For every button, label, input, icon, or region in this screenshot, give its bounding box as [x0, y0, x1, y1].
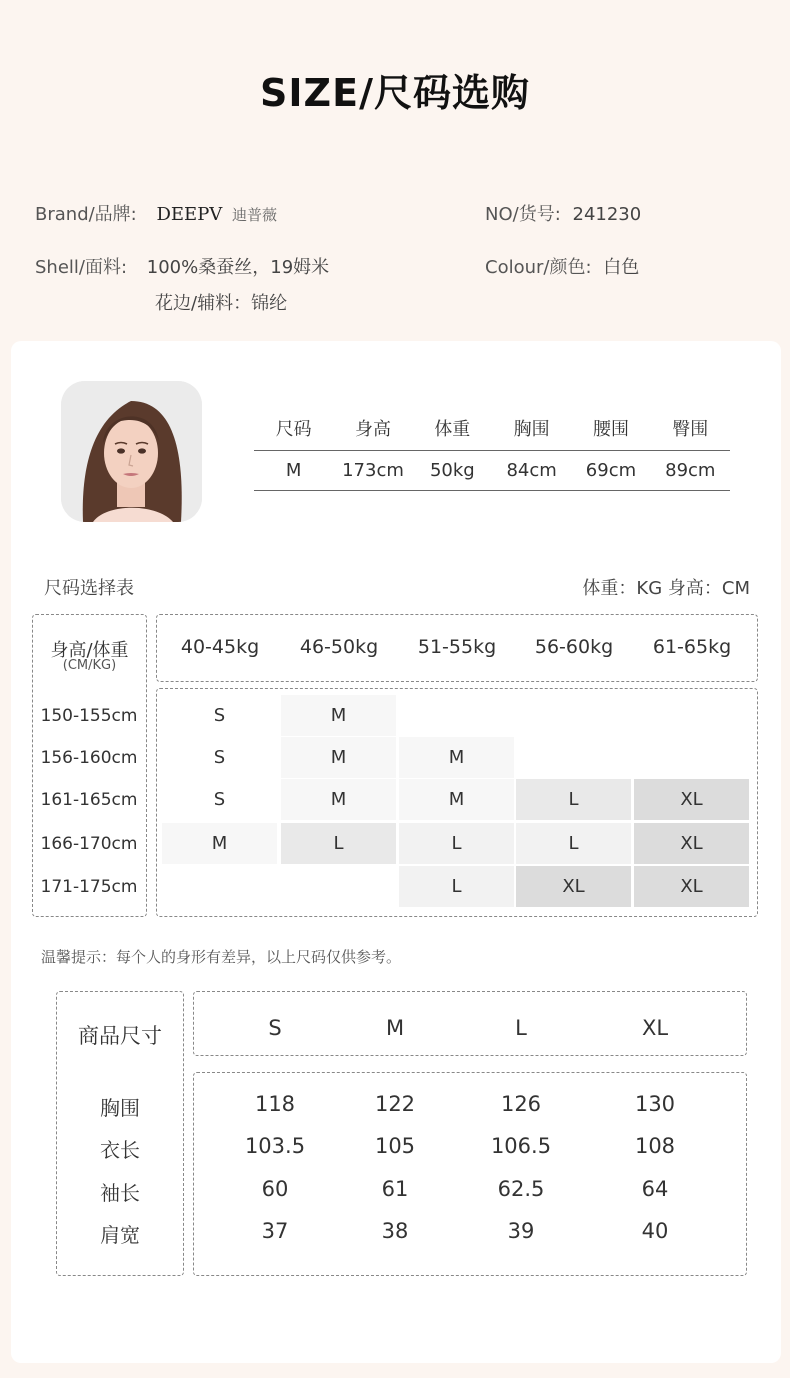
size-chart-units: 体重：KG 身高：CM	[582, 578, 750, 599]
model-photo	[61, 381, 202, 522]
lace-info: 花边/辅料：锦纶	[155, 293, 288, 314]
item-number-info	[485, 200, 641, 226]
item-number-label: NO/货号:	[485, 204, 561, 225]
size-chart-title: 尺码选择表	[44, 578, 134, 599]
size-cell: XL	[516, 866, 631, 907]
size-cell: L	[399, 866, 514, 907]
product-measure-value: 38	[381, 1219, 409, 1243]
model-table-header	[254, 405, 730, 451]
shell-info	[35, 253, 329, 279]
product-measure-value: 64	[641, 1177, 669, 1201]
model-portrait-image	[61, 381, 202, 522]
corner-label: 身高/体重	[50, 640, 129, 661]
size-cell: M	[162, 823, 277, 864]
size-cell: S	[162, 779, 277, 820]
height-row-label: 156-160cm	[40, 748, 138, 768]
product-measure-value: 40	[641, 1219, 669, 1243]
product-size-header: M	[385, 1016, 405, 1040]
product-size-header: XL	[641, 1016, 669, 1040]
model-value-size: M	[285, 460, 302, 481]
size-cell: L	[399, 823, 514, 864]
size-note: 温馨提示：每个人的身形有差异，以上尺码仅供参考。	[41, 948, 402, 966]
model-value-waist: 69cm	[585, 460, 637, 481]
product-measure-value: 62.5	[497, 1177, 545, 1201]
height-row-label: 171-175cm	[40, 877, 138, 897]
size-cell: M	[399, 779, 514, 820]
model-value-hip: 89cm	[665, 460, 716, 481]
item-number-value: 241230	[572, 204, 642, 225]
model-value-bust: 84cm	[506, 460, 557, 481]
product-measure-value: 122	[374, 1092, 416, 1116]
product-measure-value: 103.5	[244, 1134, 306, 1158]
weight-column-header: 61-65kg	[652, 636, 732, 658]
model-header-size: 尺码	[275, 418, 312, 440]
product-size-label: 商品尺寸	[78, 1024, 162, 1048]
size-cell: L	[516, 779, 631, 820]
size-cell: XL	[634, 823, 749, 864]
height-row-label: 150-155cm	[40, 706, 138, 726]
model-measurement-table	[254, 405, 730, 491]
model-header-bust: 胸围	[513, 418, 550, 440]
size-cell: S	[162, 737, 277, 778]
product-measure-value: 60	[261, 1177, 289, 1201]
model-value-height: 173cm	[342, 460, 404, 481]
model-value-weight: 50kg	[429, 460, 475, 481]
size-cell: XL	[634, 779, 749, 820]
size-cell: M	[281, 779, 396, 820]
size-cell: M	[281, 737, 396, 778]
colour-info	[485, 253, 639, 279]
model-header-waist: 腰围	[592, 418, 629, 440]
product-measure-value: 39	[507, 1219, 535, 1243]
size-cell: L	[281, 823, 396, 864]
weight-column-header: 51-55kg	[417, 636, 497, 658]
colour-value: 白色	[603, 257, 640, 278]
product-measure-label: 袖长	[100, 1181, 140, 1205]
brand-info	[35, 200, 277, 226]
height-row-label: 166-170cm	[40, 834, 138, 854]
product-measure-value: 118	[254, 1092, 296, 1116]
product-measure-label: 肩宽	[100, 1223, 140, 1247]
product-measure-value: 105	[374, 1134, 416, 1158]
brand-value: DEEPV	[156, 204, 223, 225]
height-row-label: 161-165cm	[40, 790, 138, 810]
product-measure-label: 衣长	[100, 1138, 140, 1162]
product-measure-value: 37	[261, 1219, 289, 1243]
model-table-values	[254, 451, 730, 491]
product-measure-label: 胸围	[100, 1096, 140, 1120]
shell-value: 100%桑蚕丝，19姆米	[146, 257, 330, 278]
weight-column-header: 56-60kg	[534, 636, 614, 658]
product-size-header: L	[515, 1016, 527, 1040]
brand-chinese-name: 迪普薇	[232, 206, 278, 224]
brand-label: Brand/品牌:	[35, 204, 137, 225]
product-measure-value: 108	[634, 1134, 676, 1158]
size-cell: L	[516, 823, 631, 864]
product-measure-value: 106.5	[490, 1134, 552, 1158]
page-title: SIZE/尺码选购	[260, 71, 530, 115]
size-cell: M	[399, 737, 514, 778]
size-cell: XL	[634, 866, 749, 907]
product-measure-value: 126	[500, 1092, 542, 1116]
model-header-height: 身高	[354, 418, 391, 440]
model-header-weight: 体重	[434, 418, 471, 440]
product-measure-value: 130	[634, 1092, 676, 1116]
model-header-hip: 臀围	[672, 418, 709, 440]
weight-column-header: 46-50kg	[299, 636, 379, 658]
product-size-header: S	[268, 1016, 282, 1040]
shell-label: Shell/面料:	[35, 257, 128, 278]
product-measure-value: 61	[381, 1177, 409, 1201]
corner-sublabel: (CM/KG)	[62, 658, 117, 673]
colour-label: Colour/颜色:	[485, 257, 592, 278]
size-cell: M	[281, 695, 396, 736]
size-cell: S	[162, 695, 277, 736]
weight-column-header: 40-45kg	[180, 636, 260, 658]
